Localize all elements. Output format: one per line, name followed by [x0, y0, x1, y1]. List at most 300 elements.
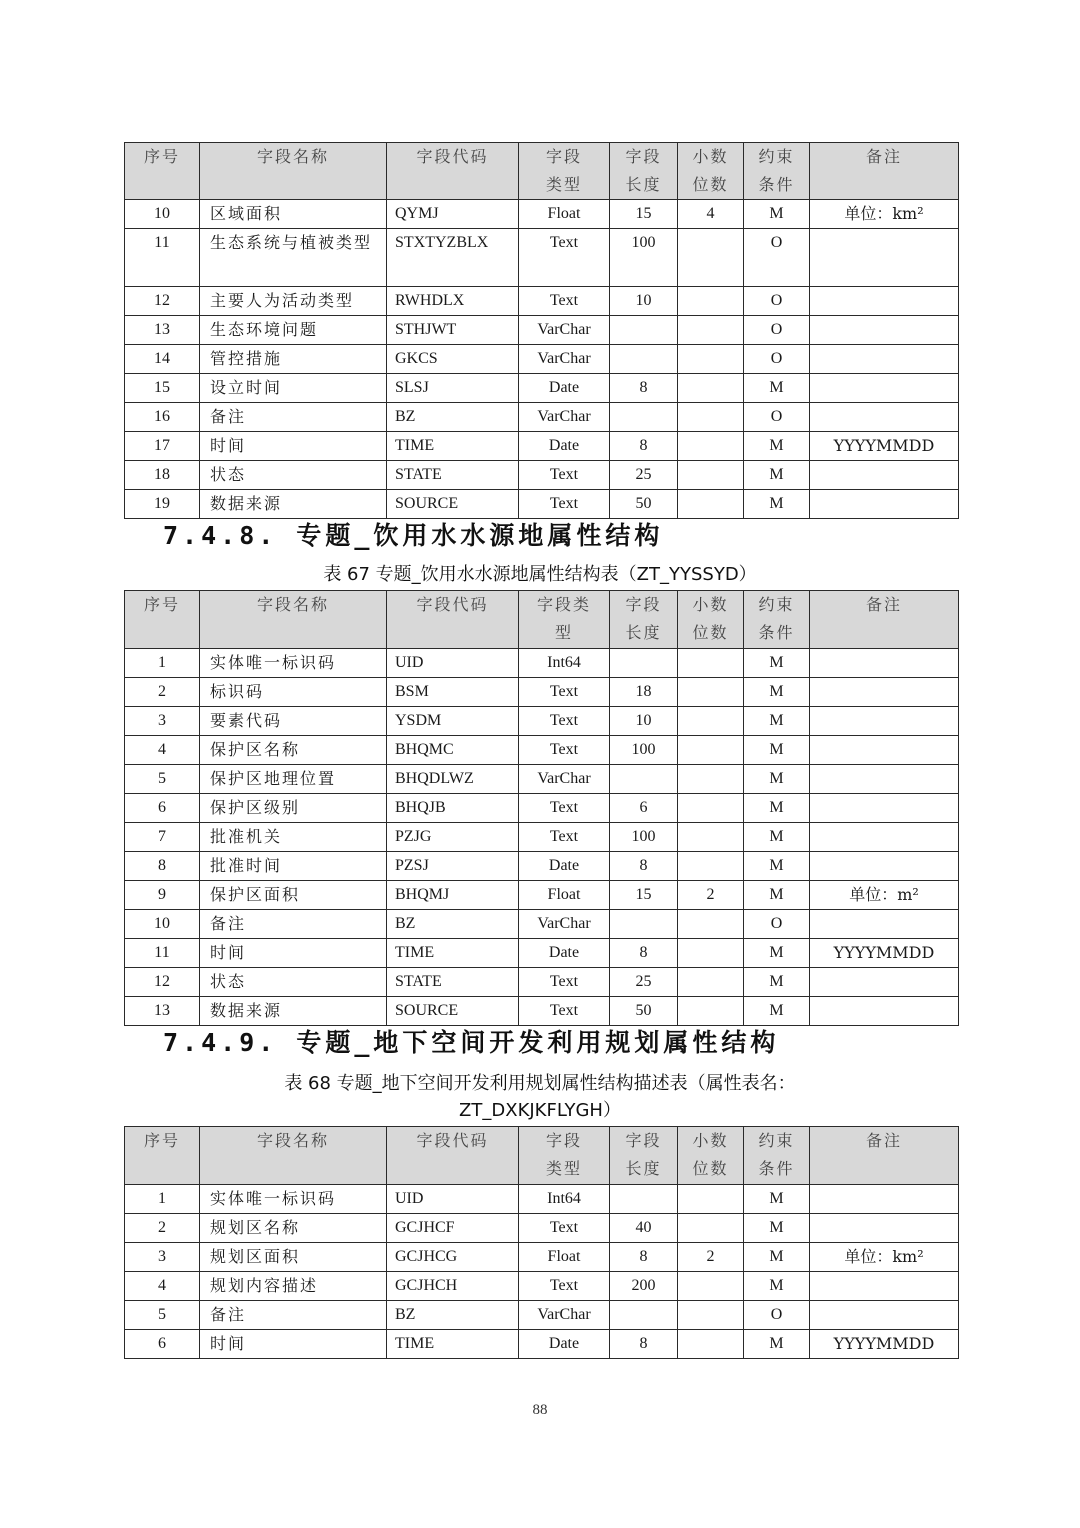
field-table-67 — [124, 590, 959, 1026]
table-cell: 2 — [125, 678, 200, 707]
table-cell: 4 — [125, 1272, 200, 1301]
table-cell: 15 — [610, 881, 678, 910]
table-cell: 批准时间 — [200, 852, 387, 881]
table-row — [125, 1272, 959, 1301]
table-cell: 生态系统与植被类型 — [200, 229, 387, 287]
table-row — [125, 403, 959, 432]
table-cell: 6 — [125, 794, 200, 823]
table-row — [125, 939, 959, 968]
table-cell — [678, 852, 744, 881]
table-cell — [678, 229, 744, 287]
table-cell: BZ — [387, 403, 519, 432]
header-cell: 约束条件 — [744, 143, 810, 200]
table-cell: M — [744, 678, 810, 707]
table-cell: 规划区面积 — [200, 1243, 387, 1272]
table-row — [125, 794, 959, 823]
table-cell: 17 — [125, 432, 200, 461]
table-cell: M — [744, 490, 810, 519]
header-cell: 小数位数 — [678, 1127, 744, 1185]
table-caption-68-line1: 表 68 专题_地下空间开发利用规划属性结构描述表（属性表名： — [284, 1073, 796, 1094]
table-cell: 16 — [125, 403, 200, 432]
table-cell: 数据来源 — [200, 490, 387, 519]
table-cell: VarChar — [519, 345, 610, 374]
table-cell: 区域面积 — [200, 200, 387, 229]
table-cell: M — [744, 1214, 810, 1243]
table-cell: M — [744, 968, 810, 997]
table-cell — [678, 794, 744, 823]
table-cell — [810, 707, 959, 736]
table-cell: O — [744, 910, 810, 939]
table-cell — [610, 910, 678, 939]
table-cell — [810, 968, 959, 997]
table-cell — [810, 403, 959, 432]
table-cell: PZSJ — [387, 852, 519, 881]
table-cell — [810, 374, 959, 403]
table-cell: 单位：km² — [810, 1243, 959, 1272]
table-cell — [678, 823, 744, 852]
table-cell: 单位：m² — [810, 881, 959, 910]
table-cell: 1 — [125, 1185, 200, 1214]
table-cell — [810, 765, 959, 794]
table-cell: Int64 — [519, 649, 610, 678]
table-cell: 4 — [125, 736, 200, 765]
table-cell: Text — [519, 968, 610, 997]
table-cell: 标识码 — [200, 678, 387, 707]
table-cell — [678, 678, 744, 707]
table-cell: 4 — [678, 200, 744, 229]
header-cell: 序号 — [125, 1127, 200, 1185]
table-cell: 实体唯一标识码 — [200, 1185, 387, 1214]
table-cell: TIME — [387, 939, 519, 968]
table-cell: O — [744, 229, 810, 287]
table-cell: VarChar — [519, 910, 610, 939]
table-cell — [810, 316, 959, 345]
table-cell: 7 — [125, 823, 200, 852]
table-cell: 批准机关 — [200, 823, 387, 852]
table-cell — [810, 490, 959, 519]
table-header-row — [125, 591, 959, 649]
table-row — [125, 1185, 959, 1214]
table-cell: 8 — [125, 852, 200, 881]
field-table-68 — [124, 1126, 959, 1359]
header-cell: 备注 — [810, 591, 959, 649]
table-cell: 规划区名称 — [200, 1214, 387, 1243]
header-cell: 约束条件 — [744, 591, 810, 649]
table-cell: M — [744, 1185, 810, 1214]
table-cell — [678, 1301, 744, 1330]
table-row — [125, 823, 959, 852]
table-cell: 主要人为活动类型 — [200, 287, 387, 316]
table-cell: BHQMJ — [387, 881, 519, 910]
table-cell: Text — [519, 823, 610, 852]
table-cell: 12 — [125, 287, 200, 316]
table-cell: 5 — [125, 1301, 200, 1330]
table-cell: GCJHCG — [387, 1243, 519, 1272]
table-cell: Text — [519, 736, 610, 765]
table-cell — [810, 229, 959, 287]
header-cell: 字段代码 — [387, 1127, 519, 1185]
header-cell: 序号 — [125, 143, 200, 200]
table-cell: 8 — [610, 1243, 678, 1272]
table-row — [125, 765, 959, 794]
table-cell: M — [744, 649, 810, 678]
table-cell — [678, 345, 744, 374]
header-cell: 小数位数 — [678, 143, 744, 200]
table-cell — [810, 852, 959, 881]
table-cell: 5 — [125, 765, 200, 794]
table-cell: 40 — [610, 1214, 678, 1243]
table-row — [125, 707, 959, 736]
table-row — [125, 736, 959, 765]
table-cell: SOURCE — [387, 997, 519, 1026]
header-cell: 字段名称 — [200, 143, 387, 200]
table-cell — [678, 649, 744, 678]
table-cell: 50 — [610, 490, 678, 519]
table-cell: 时间 — [200, 1330, 387, 1359]
table-cell: VarChar — [519, 765, 610, 794]
table-cell: SOURCE — [387, 490, 519, 519]
table-cell: 10 — [125, 200, 200, 229]
table-cell — [810, 1301, 959, 1330]
table-row — [125, 1243, 959, 1272]
table-cell: 备注 — [200, 910, 387, 939]
table-cell: M — [744, 1330, 810, 1359]
table-cell — [810, 1272, 959, 1301]
table-row — [125, 678, 959, 707]
table-row — [125, 229, 959, 287]
table-cell — [610, 316, 678, 345]
table-cell: 12 — [125, 968, 200, 997]
table-cell — [678, 374, 744, 403]
table-cell — [610, 649, 678, 678]
table-header-row — [125, 1127, 959, 1185]
table-row — [125, 852, 959, 881]
table-cell: 实体唯一标识码 — [200, 649, 387, 678]
table-row — [125, 910, 959, 939]
table-cell: GCJHCF — [387, 1214, 519, 1243]
table-cell: STATE — [387, 461, 519, 490]
table-cell: QYMJ — [387, 200, 519, 229]
table-cell: BHQDLWZ — [387, 765, 519, 794]
table-cell: M — [744, 794, 810, 823]
table-cell: M — [744, 997, 810, 1026]
table-body — [125, 200, 959, 519]
table-cell: 50 — [610, 997, 678, 1026]
table-cell: YYYYMMDD — [810, 1330, 959, 1359]
table-cell: M — [744, 374, 810, 403]
table-cell: Text — [519, 1272, 610, 1301]
table-cell: 100 — [610, 229, 678, 287]
header-cell: 字段代码 — [387, 143, 519, 200]
table-cell: 13 — [125, 316, 200, 345]
table-cell: 9 — [125, 881, 200, 910]
table-cell: YYYYMMDD — [810, 432, 959, 461]
table-cell: TIME — [387, 1330, 519, 1359]
table-cell: STHJWT — [387, 316, 519, 345]
table-cell: PZJG — [387, 823, 519, 852]
header-cell: 备注 — [810, 143, 959, 200]
table-cell: 15 — [610, 200, 678, 229]
table-cell: M — [744, 881, 810, 910]
table-cell: Text — [519, 678, 610, 707]
table-cell: 时间 — [200, 432, 387, 461]
table-row — [125, 968, 959, 997]
table-cell: 14 — [125, 345, 200, 374]
table-cell: Float — [519, 881, 610, 910]
table-row — [125, 461, 959, 490]
table-cell — [678, 968, 744, 997]
table-cell — [678, 1185, 744, 1214]
table-cell: 保护区名称 — [200, 736, 387, 765]
table-cell: TIME — [387, 432, 519, 461]
table-row — [125, 432, 959, 461]
page-number: 88 — [532, 1402, 548, 1418]
table-cell — [810, 649, 959, 678]
table-row — [125, 1214, 959, 1243]
table-cell: 备注 — [200, 1301, 387, 1330]
table-cell: YSDM — [387, 707, 519, 736]
table-cell: BZ — [387, 1301, 519, 1330]
table-cell: 6 — [125, 1330, 200, 1359]
table-cell: 200 — [610, 1272, 678, 1301]
table-cell: YYYYMMDD — [810, 939, 959, 968]
table-cell: O — [744, 403, 810, 432]
table-cell: 18 — [125, 461, 200, 490]
table-row — [125, 345, 959, 374]
table-cell: VarChar — [519, 316, 610, 345]
table-cell: Date — [519, 374, 610, 403]
table-cell: Float — [519, 200, 610, 229]
table-cell: 2 — [125, 1214, 200, 1243]
table-cell: 设立时间 — [200, 374, 387, 403]
table-row — [125, 649, 959, 678]
table-cell — [678, 316, 744, 345]
table-row — [125, 316, 959, 345]
table-cell — [678, 910, 744, 939]
table-cell: BHQMC — [387, 736, 519, 765]
table-cell: Date — [519, 432, 610, 461]
table-cell — [810, 345, 959, 374]
table-cell: 2 — [678, 1243, 744, 1272]
table-cell — [678, 765, 744, 794]
table-cell: 8 — [610, 374, 678, 403]
table-cell: 10 — [610, 287, 678, 316]
table-cell: 2 — [678, 881, 744, 910]
table-cell: O — [744, 287, 810, 316]
table-cell: 8 — [610, 432, 678, 461]
table-cell: M — [744, 432, 810, 461]
header-cell: 约束条件 — [744, 1127, 810, 1185]
table-cell — [810, 678, 959, 707]
header-cell: 字段长度 — [610, 143, 678, 200]
table-cell: 数据来源 — [200, 997, 387, 1026]
table-cell: Text — [519, 1214, 610, 1243]
table-cell — [610, 403, 678, 432]
table-cell — [810, 1214, 959, 1243]
table-cell: UID — [387, 649, 519, 678]
table-cell: 生态环境问题 — [200, 316, 387, 345]
table-cell — [810, 1185, 959, 1214]
table-row — [125, 200, 959, 229]
table-cell: M — [744, 939, 810, 968]
table-cell: UID — [387, 1185, 519, 1214]
table-cell: Text — [519, 707, 610, 736]
table-row — [125, 881, 959, 910]
header-cell: 字段名称 — [200, 1127, 387, 1185]
table-cell: RWHDLX — [387, 287, 519, 316]
table-cell: M — [744, 1272, 810, 1301]
header-cell: 备注 — [810, 1127, 959, 1185]
table-cell — [678, 1272, 744, 1301]
table-cell: Text — [519, 461, 610, 490]
table-cell — [610, 1301, 678, 1330]
table-cell — [678, 461, 744, 490]
table-cell: 8 — [610, 939, 678, 968]
table-cell: M — [744, 852, 810, 881]
table-cell — [678, 736, 744, 765]
table-cell: STATE — [387, 968, 519, 997]
header-cell: 字段名称 — [200, 591, 387, 649]
table-cell: Text — [519, 794, 610, 823]
table-cell — [678, 997, 744, 1026]
table-row — [125, 490, 959, 519]
table-cell — [610, 345, 678, 374]
table-cell — [678, 707, 744, 736]
table-cell: VarChar — [519, 1301, 610, 1330]
table-cell: M — [744, 461, 810, 490]
table-cell: 保护区面积 — [200, 881, 387, 910]
table-cell — [810, 823, 959, 852]
table-body — [125, 1185, 959, 1359]
table-cell: 8 — [610, 1330, 678, 1359]
header-cell: 字段类型 — [519, 143, 610, 200]
table-cell: M — [744, 707, 810, 736]
header-cell: 小数位数 — [678, 591, 744, 649]
table-cell — [810, 736, 959, 765]
table-cell: Text — [519, 490, 610, 519]
table-cell: 15 — [125, 374, 200, 403]
table-cell: 单位：km² — [810, 200, 959, 229]
table-cell: 25 — [610, 461, 678, 490]
table-cell: Date — [519, 939, 610, 968]
table-cell: 11 — [125, 229, 200, 287]
table-cell: GCJHCH — [387, 1272, 519, 1301]
table-cell: 管控措施 — [200, 345, 387, 374]
header-cell: 字段代码 — [387, 591, 519, 649]
table-cell — [610, 765, 678, 794]
table-cell: 保护区地理位置 — [200, 765, 387, 794]
table-cell — [678, 490, 744, 519]
table-body — [125, 649, 959, 1026]
table-cell: 1 — [125, 649, 200, 678]
table-cell — [678, 1214, 744, 1243]
table-cell: 25 — [610, 968, 678, 997]
table-cell: M — [744, 823, 810, 852]
table-cell: 保护区级别 — [200, 794, 387, 823]
header-cell: 序号 — [125, 591, 200, 649]
table-cell — [678, 432, 744, 461]
table-cell: M — [744, 200, 810, 229]
table-row — [125, 1301, 959, 1330]
table-cell: Text — [519, 229, 610, 287]
table-row — [125, 1330, 959, 1359]
table-cell: 8 — [610, 852, 678, 881]
table-cell: 要素代码 — [200, 707, 387, 736]
table-caption-67: 表 67 专题_饮用水水源地属性结构表（ZT_YYSSYD） — [323, 564, 757, 585]
table-cell: 6 — [610, 794, 678, 823]
table-cell — [678, 287, 744, 316]
table-cell: 19 — [125, 490, 200, 519]
table-cell: 18 — [610, 678, 678, 707]
table-cell — [678, 939, 744, 968]
table-cell: 10 — [610, 707, 678, 736]
table-row — [125, 374, 959, 403]
table-cell: BZ — [387, 910, 519, 939]
table-cell: Text — [519, 997, 610, 1026]
table-cell: 11 — [125, 939, 200, 968]
header-cell: 字段长度 — [610, 1127, 678, 1185]
table-cell: O — [744, 1301, 810, 1330]
table-cell: 10 — [125, 910, 200, 939]
table-cell: STXTYZBLX — [387, 229, 519, 287]
section-heading-7-4-9: 7.4.9. 专题_地下空间开发利用规划属性结构 — [163, 1028, 780, 1057]
table-cell: M — [744, 1243, 810, 1272]
table-cell: GKCS — [387, 345, 519, 374]
table-cell: Date — [519, 1330, 610, 1359]
table-cell: Int64 — [519, 1185, 610, 1214]
table-cell — [810, 910, 959, 939]
table-cell: O — [744, 345, 810, 374]
table-cell: BHQJB — [387, 794, 519, 823]
table-cell: O — [744, 316, 810, 345]
table-cell: SLSJ — [387, 374, 519, 403]
table-cell: 3 — [125, 1243, 200, 1272]
table-cell: 100 — [610, 823, 678, 852]
table-cell: 3 — [125, 707, 200, 736]
table-cell: Float — [519, 1243, 610, 1272]
table-row — [125, 997, 959, 1026]
table-caption-68-line2: ZT_DXKJKFLYGH） — [459, 1100, 621, 1121]
table-cell: 100 — [610, 736, 678, 765]
table-cell — [610, 1185, 678, 1214]
table-cell: 状态 — [200, 968, 387, 997]
table-cell: 规划内容描述 — [200, 1272, 387, 1301]
table-cell: 备注 — [200, 403, 387, 432]
field-table-continued — [124, 142, 959, 519]
table-cell — [678, 1330, 744, 1359]
table-cell — [810, 794, 959, 823]
table-cell — [678, 403, 744, 432]
table-cell: M — [744, 765, 810, 794]
table-cell: M — [744, 736, 810, 765]
table-cell: 13 — [125, 997, 200, 1026]
header-cell: 字段类型 — [519, 591, 610, 649]
table-header-row — [125, 143, 959, 200]
table-cell: BSM — [387, 678, 519, 707]
header-cell: 字段类型 — [519, 1127, 610, 1185]
table-cell: 时间 — [200, 939, 387, 968]
table-cell: VarChar — [519, 403, 610, 432]
table-cell: Date — [519, 852, 610, 881]
table-row — [125, 287, 959, 316]
table-cell — [810, 997, 959, 1026]
table-cell: 状态 — [200, 461, 387, 490]
table-cell — [810, 287, 959, 316]
table-cell — [810, 461, 959, 490]
section-heading-7-4-8: 7.4.8. 专题_饮用水水源地属性结构 — [163, 521, 664, 550]
header-cell: 字段长度 — [610, 591, 678, 649]
table-cell: Text — [519, 287, 610, 316]
